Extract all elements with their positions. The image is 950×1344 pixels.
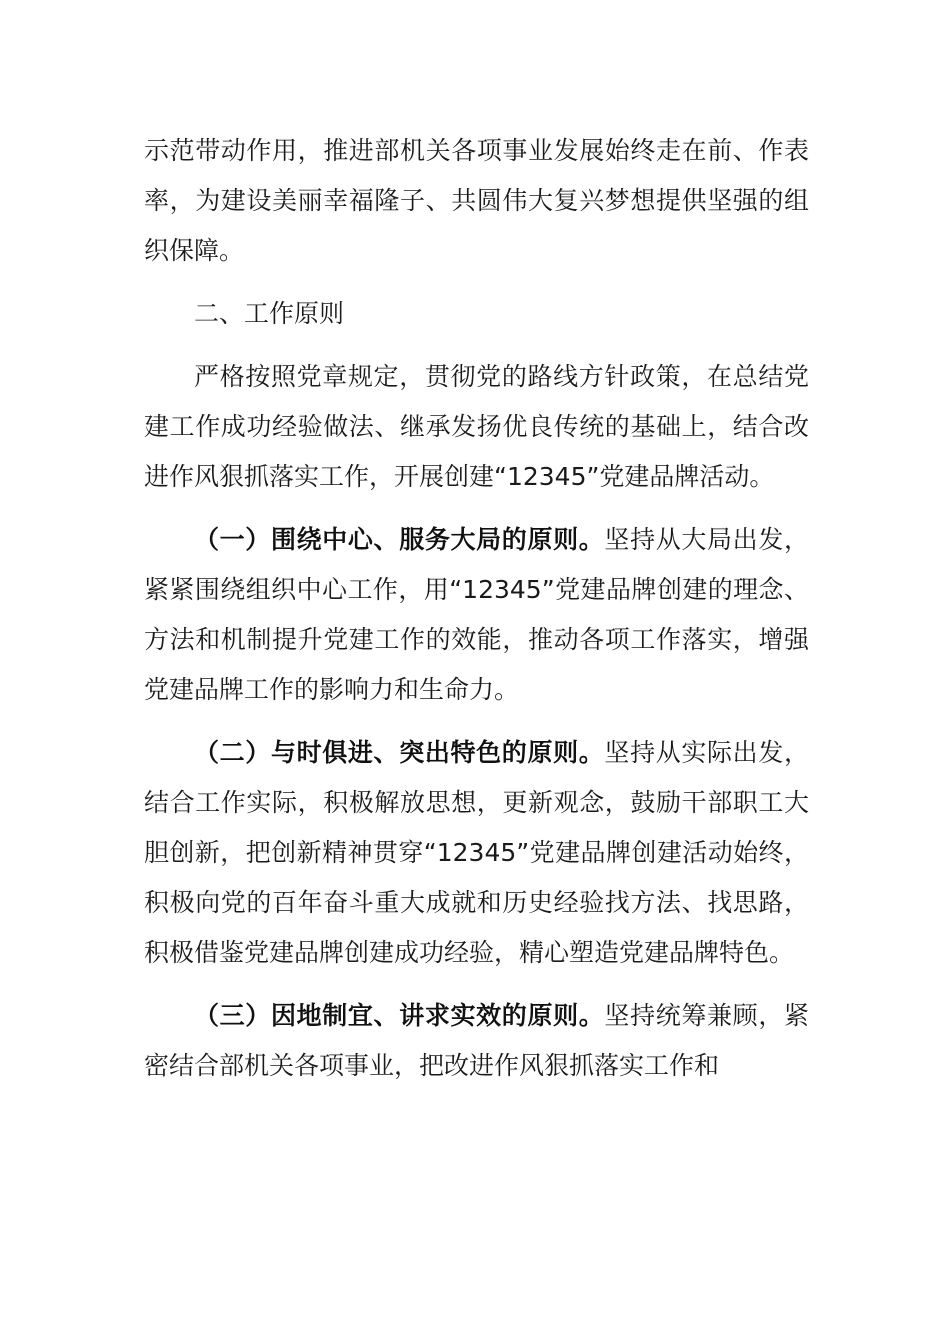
spacer bbox=[144, 276, 809, 289]
spacer bbox=[144, 715, 809, 728]
section-heading: 二、工作原则 bbox=[194, 299, 345, 328]
intro-paragraph: 示范带动作用，推进部机关各项事业发展始终走在前、作表率，为建设美丽幸福隆子、共圆伟大复兴梦想提供坚强的组织保障。 bbox=[144, 136, 809, 265]
principle-item-title: （一）围绕中心、服务大局的原则。 bbox=[194, 525, 605, 554]
principle-item-3 bbox=[144, 991, 809, 1091]
principle-item-body: 坚持统筹兼顾，紧密结合部机关各项事业，把改进作风狠抓落实工作和 bbox=[144, 1001, 809, 1080]
principle-paragraph: 严格按照党章规定，贯彻党的路线方针政策，在总结党建工作成功经验做法、继承发扬优良传统的基础上，结合改进作风狠抓落实工作，开展创建“12345”党建品牌活动。 bbox=[144, 362, 809, 491]
spacer bbox=[144, 978, 809, 991]
principle-item-body: 坚持从实际出发，结合工作实际，积极解放思想，更新观念，鼓励干部职工大胆创新，把创新精神贯穿“12345”党建品牌创建活动始终，积极向党的百年奋斗重大成就和历史经验找方法、找思路，积极借鉴党建品牌创建成功经验，精心塑造党建品牌特色。 bbox=[144, 738, 809, 967]
spacer bbox=[144, 339, 809, 352]
principle-item-2 bbox=[144, 728, 809, 978]
principle-item-title: （二）与时俱进、突出特色的原则。 bbox=[194, 738, 605, 767]
principle-item-body: 坚持从大局出发，紧紧围绕组织中心工作，用“12345”党建品牌创建的理念、方法和机制提升党建工作的效能，推动各项工作落实，增强党建品牌工作的影响力和生命力。 bbox=[144, 525, 809, 704]
principle-item-1 bbox=[144, 515, 809, 715]
spacer bbox=[144, 502, 809, 515]
principle-item-title: （三）因地制宜、讲求实效的原则。 bbox=[194, 1001, 605, 1030]
document-body bbox=[144, 126, 809, 1091]
